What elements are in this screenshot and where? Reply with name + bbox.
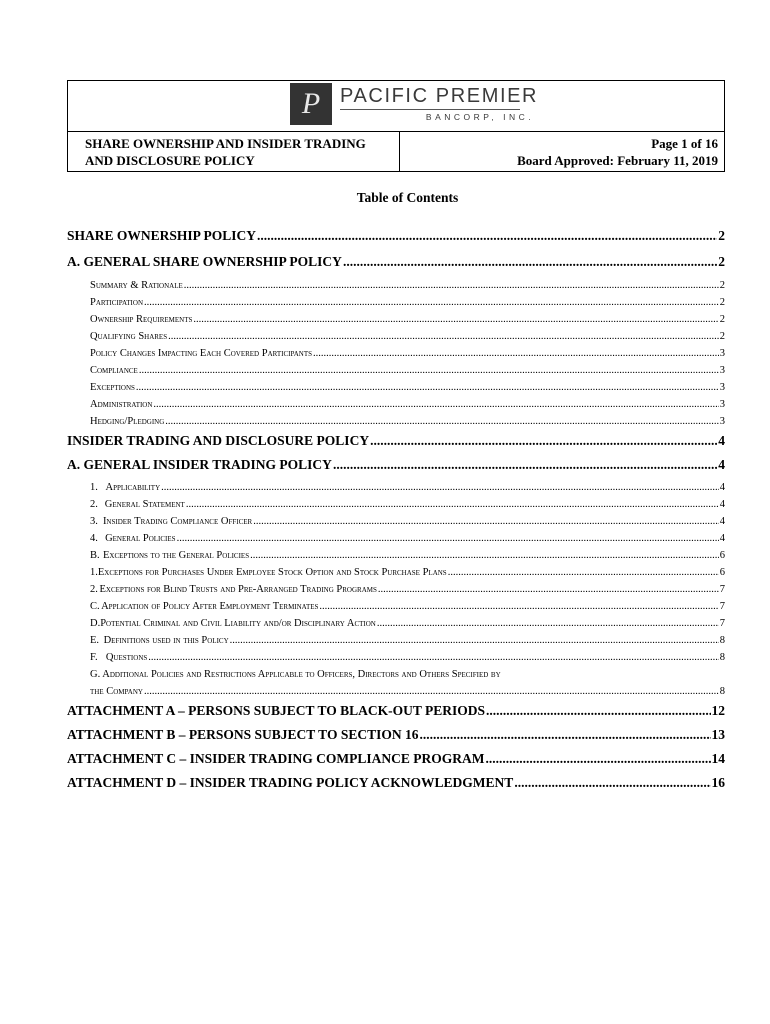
toc-page-number: 7 [719,584,725,595]
toc-entry[interactable] [90,618,725,629]
logo-name: PACIFIC PREMIER [340,85,539,108]
toc-entry-text: SHARE OWNERSHIP POLICY [67,228,257,243]
toc-entry[interactable] [90,550,725,561]
toc-page-number: 3 [719,365,725,376]
toc-page-number: 16 [711,775,725,790]
toc-entry-number: E. [90,635,100,646]
toc-page-number: 4 [719,499,725,510]
toc-entry-text: A. GENERAL SHARE OWNERSHIP POLICY [67,254,342,269]
toc-page-number: 6 [719,550,725,561]
toc-entry-text: Administration [90,399,153,410]
toc-entry[interactable] [90,399,725,410]
toc-page-number: 2 [719,297,725,308]
toc-entry-text: Participation [90,297,143,308]
toc-entry-text: Summary & Rationale [90,280,183,291]
toc-entry-number: 4. [90,533,98,544]
toc-entry-text: Exceptions for Blind Trusts and Pre-Arranged Trading Programs [99,584,377,595]
toc-page-number: 8 [719,686,725,697]
toc-entry[interactable] [90,516,725,527]
policy-title-line-2: AND DISCLOSURE POLICY [85,153,255,168]
toc-entry-number: 3. [90,516,98,527]
toc-entry-number: F. [90,652,98,663]
toc-entry-text: Insider Trading Compliance Officer [102,516,253,527]
toc-entry-text: Questions [105,652,148,663]
toc-entry-insider-trading-policy[interactable] [67,433,725,449]
toc-title: Table of Contents [356,190,459,205]
toc-entry-text: A. GENERAL INSIDER TRADING POLICY [67,457,332,472]
toc-entry-text: Potential Criminal and Civil Liability and/or Disciplinary Action [100,618,376,629]
toc-entry-text: ATTACHMENT B – PERSONS SUBJECT TO SECTION 16 [67,727,419,742]
toc-page-number: 8 [719,635,725,646]
toc-page-number: 14 [711,751,725,766]
toc-entry[interactable] [90,652,725,663]
toc-page-number: 3 [719,348,725,359]
toc-page-number: 3 [719,416,725,427]
toc-entry-general-insider-trading[interactable] [67,457,725,473]
toc-entry-share-ownership-policy[interactable] [67,228,725,244]
toc-entry-text: Ownership Requirements [90,314,193,325]
toc-entry[interactable] [90,416,725,427]
toc-entry-text: Policy Changes Impacting Each Covered Participants [90,348,313,359]
toc-entry-text: Applicability [105,482,161,493]
toc-entry-text: the Company [90,686,143,697]
toc-entry-number: 1. [90,567,98,578]
toc-entry-attachment-b[interactable] [67,727,725,743]
toc-entry[interactable] [90,635,725,646]
toc-page-number: 2 [718,254,725,269]
toc-entry[interactable] [90,297,725,308]
toc-entry-number: D. [90,618,101,629]
toc-entry[interactable] [90,584,725,595]
toc-entry-number: 2. [90,584,98,595]
toc-entry-text: Definitions used in this Policy [103,635,229,646]
logo-subtitle: BANCORP, INC. [425,112,535,123]
toc-page-number: 2 [718,228,725,243]
toc-entry-text: ATTACHMENT D – INSIDER TRADING POLICY ACKNOWLEDGMENT [67,775,514,790]
page-info [400,132,724,172]
toc-entry-text: Qualifying Shares [90,331,168,342]
toc-page-number: 4 [719,516,725,527]
toc-entry-attachment-a[interactable] [67,703,725,719]
toc-entry-number: 2. [90,499,98,510]
toc-entry-attachment-d[interactable] [67,775,725,791]
toc-entry[interactable] [90,331,725,342]
logo-emblem-icon: P [290,83,332,125]
toc-page-number: 12 [711,703,725,718]
toc-entry-text: Application of Policy After Employment Terminates [101,601,319,612]
toc-entry-g-line-2[interactable] [90,686,725,697]
toc-entry[interactable] [90,280,725,291]
toc-entry-text: Compliance [90,365,138,376]
toc-entry[interactable] [90,348,725,359]
toc-entry-number: B. [90,550,100,561]
toc-entry-g-line-1[interactable]: G. Additional Policies and Restrictions Applicable to Officers, Directors and Others Specified by [90,669,501,680]
toc-page-number: 2 [719,314,725,325]
toc-entry[interactable] [90,365,725,376]
toc-entry-text: General Statement [104,499,185,510]
document-header [67,80,725,172]
toc-page-number: 3 [719,399,725,410]
toc-entry-text: Exceptions for Purchases Under Employee Stock Option and Stock Purchase Plans [97,567,447,578]
toc-entry[interactable] [90,382,725,393]
toc-entry-text: Hedging/Pledging [90,416,165,427]
toc-entry-text: ATTACHMENT C – INSIDER TRADING COMPLIANCE PROGRAM [67,751,485,766]
approval-date: Board Approved: February 11, 2019 [517,153,718,168]
toc-entry-general-share-ownership[interactable] [67,254,725,270]
toc-page-number: 3 [719,382,725,393]
toc-entry[interactable] [90,533,725,544]
toc-page-number: 4 [718,457,725,472]
toc-page-number: 4 [718,433,725,448]
toc-entry-text: Exceptions to the General Policies [103,550,250,561]
toc-page-number: 2 [719,331,725,342]
toc-page-number: 7 [719,618,725,629]
toc-entry[interactable] [90,601,725,612]
toc-entry-text: General Policies [105,533,176,544]
toc-page-number: 8 [719,652,725,663]
toc-entry-text: ATTACHMENT A – PERSONS SUBJECT TO BLACK-OUT PERIODS [67,703,485,718]
company-logo [290,83,538,125]
page-number: Page 1 of 16 [651,136,718,151]
toc-entry[interactable] [90,567,725,578]
toc-page-number: 4 [719,533,725,544]
toc-page-number: 2 [719,280,725,291]
toc-page-number: 4 [719,482,725,493]
toc-page-number: 6 [719,567,725,578]
toc-entry[interactable] [90,314,725,325]
toc-entry[interactable] [90,499,725,510]
policy-title-line-1: SHARE OWNERSHIP AND INSIDER TRADING [85,136,366,151]
toc-entry-text: INSIDER TRADING AND DISCLOSURE POLICY [67,433,370,448]
toc-entry[interactable] [90,482,725,493]
toc-entry-number: 1. [90,482,98,493]
toc-page-number: 13 [711,727,725,742]
toc-page-number: 7 [719,601,725,612]
toc-entry-text: Exceptions [90,382,135,393]
policy-title [68,132,400,172]
header-logo-row [68,81,724,132]
toc-entry-attachment-c[interactable] [67,751,725,767]
toc-entry-number: C. [90,601,100,612]
